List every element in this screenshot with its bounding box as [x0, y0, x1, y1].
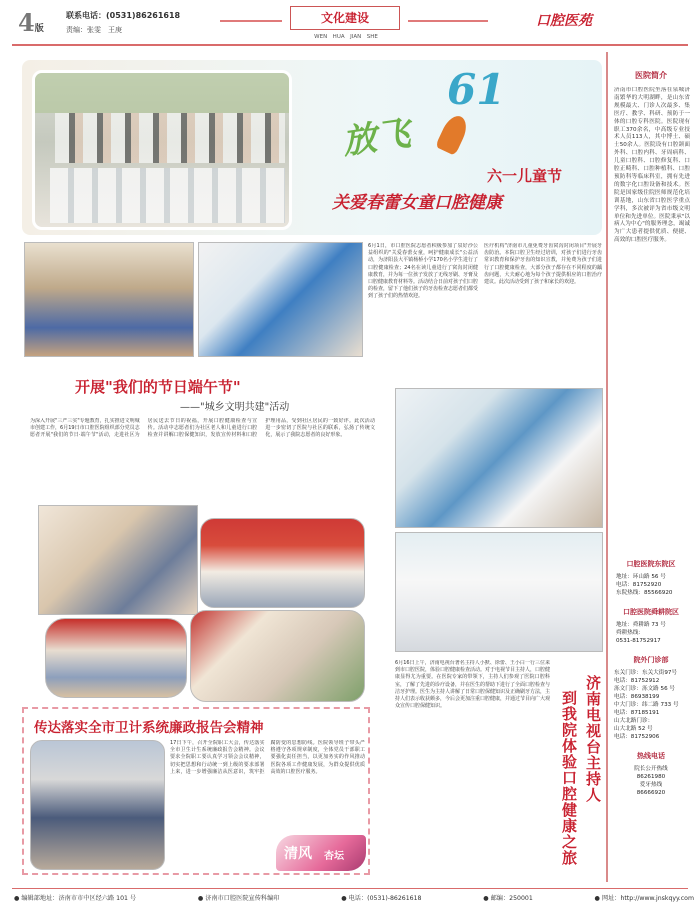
meeting-photo [30, 740, 165, 870]
hotline-title: 热线电话 [637, 752, 665, 760]
section-title-box [290, 6, 400, 30]
branch-east-address: 地址：环山路 56 号 [616, 574, 666, 580]
header-rule-right [408, 20, 488, 22]
lotus-logo-text-2: 杏坛 [324, 851, 344, 862]
list-item: 山大北路 52 号 [614, 726, 653, 732]
branch-shungeng-hotline: 0531-81752917 [616, 638, 661, 644]
footer-tel: ● 电话：(0531)-86261618 [341, 895, 422, 902]
article4-vertical-title-1: 济南电视台主持人 [584, 675, 602, 803]
community-photo-1 [38, 505, 198, 615]
branch-shungeng-address: 地址：舜耕路 73 号 [616, 622, 666, 628]
list-item: 86666920 [636, 790, 666, 796]
section-pinyin: WEN HUA JIAN SHE [314, 34, 378, 40]
hero-tagline: 六一儿童节 [487, 167, 563, 185]
footer-org: ● 济南市口腔医院宣传科编印 [197, 895, 280, 902]
branch-shungeng-hotline-label: 舜耕热线： [616, 630, 644, 636]
list-item: 院长公开热线 [634, 766, 668, 772]
hero-title: 关爱春蕾女童口腔健康 [332, 193, 502, 213]
sidebar-title: 医院简介 [635, 71, 667, 80]
host-group-photo [395, 532, 603, 652]
kid-figure [435, 112, 471, 156]
footer-rule [12, 888, 688, 889]
lotus-logo [276, 835, 366, 871]
fly-calligraphy: 放飞 [340, 113, 413, 163]
page-header [0, 0, 700, 44]
header-contact: 联系电话：(0531)86261618 [66, 11, 181, 20]
brand-name: 口腔医苑 [536, 13, 592, 29]
article3-body: 17日下午，召开全院职工大会，传达落实全市卫生计生系统廉政报告会精神。会议要求全院职工要认真学习领会会议精神，切实把思想和行动统一到上级的要求部署上来，进一步增强廉洁从医意识，筑牢拒腐防变的思想防线。医院领导班子带头严格遵守各项规章制度，全体党员干部职工要强化责任担当，以更加务实的作风推动医院各项工作健康发展，为群众提供优质高效的口腔医疗服务。 [170, 740, 365, 775]
list-item: 电话：81752912 [614, 678, 660, 684]
list-item: 泺文门诊：泺文路 56 号 [614, 686, 676, 692]
list-item: 东关门诊：东关大街97号 [614, 670, 678, 676]
header-editors: 责编：张雯 王庚 [66, 26, 122, 34]
footer-address: ● 编辑部地址：济南市市中区经六路 101 号 [14, 895, 137, 902]
article1-body: 6月1日，市口腔医院志愿者积极参加了泉好沙公益组织的"关爱春蕾女童，呵护健康成长"公益活动，为济阳县大平镇杨桥小学170名小学生进行了口腔健康检查；24名在读儿童进行了窝沟封闭健康教育，并为每一位孩子发放了无线牙刷、牙膏及口腔健康教育材料等。活动结合日前对孩子们口腔的检查，留下了他们孩子的牙齿检查志愿者们都受到了孩子们的热情欢迎。 [368, 243, 478, 300]
article2-body: 为深入开展"三严三实"专题教育，扎实推进文明城市创建工作，6月19日市口腔医院组织部分党员志愿者开展"我们的节日·端午节"活动，走进社区为居民送去节日的祝福，开展口腔健康检查与宣传。活动中志愿者们为社区老人和儿童进行口腔检查并讲解口腔保健知识，发放宣传材料和口腔护理用品，受到社区居民的一致好评。此次活动进一步密切了医院与社区的联系，弘扬了传统文化，展示了我院志愿者的良好形象。 [30, 418, 375, 439]
dental-checkup-photo [395, 388, 603, 528]
header-rule-left [220, 20, 282, 22]
community-photo-4 [190, 610, 365, 702]
lotus-logo-text: 清风 [284, 846, 312, 862]
branch-east-hotline: 东院热线：85566920 [616, 590, 673, 596]
classroom-photo [24, 242, 194, 357]
hotline-list [608, 765, 694, 797]
article2-title: 开展"我们的节日端午节" [75, 378, 241, 396]
article3-title: 传达落实全市卫计系统廉政报告会精神 [34, 720, 264, 736]
list-item: 电话：81752906 [614, 734, 660, 740]
list-item: 电话：86938199 [614, 694, 660, 700]
list-item: 中大门诊：纬二路 733 号 [614, 702, 679, 708]
header-divider [12, 44, 688, 46]
six-one-logo: 61 [447, 65, 506, 114]
dental-exam-photo [198, 242, 363, 357]
branch-east-title: 口腔医院东院区 [626, 560, 676, 568]
community-photo-2 [200, 518, 365, 608]
group-photo [32, 70, 292, 230]
footer-website[interactable]: ● 网址：http://www.jnskqyy.com [594, 895, 694, 902]
section-title: 文化建设 [320, 11, 369, 25]
list-item: 电话：87185191 [614, 710, 660, 716]
branch-east-tel: 电话：81752920 [616, 582, 662, 588]
clinic-list [614, 669, 694, 741]
sidebar [606, 52, 694, 882]
footer-postcode: ● 邮编：250001 [483, 895, 533, 902]
article4-vertical-title-2: 到我院体验口腔健康之旅 [560, 690, 578, 866]
hero-banner [22, 60, 602, 235]
page-number: 4版 [18, 8, 44, 37]
list-item: 山大北路门诊： [614, 718, 654, 724]
sidebar-intro: 济南市口腔医院坐落在泉城济南繁华的大明湖畔，是山东省规模最大、门诊人次最多、集医疗、教学、科研、预防于一体的口腔专科医院。医院现有职工370余名，中高级专业技术人员113人，其中博士、硕士50余人。医院设有口腔颌面外科、口腔内科、牙周病科、儿童口腔科、口腔修复科、口腔正畸科、口腔种植科、口腔预防科等临床科室，拥有先进的数字化口腔设备和技术。医院是国家级住院医师规范化培训基地，山东省口腔医学重点学科，多次被评为省市级文明单位和先进单位。医院秉承"以病人为中心"的服务理念，竭诚为广大患者提供优质、便捷、高效的口腔医疗服务。 [614, 87, 690, 244]
footer [14, 893, 694, 907]
list-item: 86261980 [636, 774, 666, 780]
article2-subtitle: ——"城乡文明共建"活动 [180, 402, 290, 413]
article4-body: 6月16日上午，济南电视台著名主持人小默、徐蕾、王小白一行三位来到市口腔医院，体验口腔健康检查活动。对于电视节目主持人，口腔健康显得尤为重要。在医院专家的带领下，主持人们参观了医院口腔科室，了解了先进的诊疗设备，并在医生的帮助下进行了全面口腔检查与洁牙护理。医生为主持人讲解了日常口腔保健知识及正确刷牙方法，主持人们表示收获颇多，今后会更加注重口腔健康，并通过节目向广大观众宣传口腔保健知识。 [395, 660, 550, 710]
clinics-title: 院外门诊部 [633, 656, 669, 664]
community-photo-3 [45, 618, 187, 698]
branch-shungeng-title: 口腔医院舜耕院区 [623, 608, 679, 616]
article1-body-2: 医疗机构"济南市儿童免费牙齿窝沟封闭项目"开展牙齿防治。本院口腔卫生经过培训，对孩子们进行牙齿常识教育和保护牙齿的知识宣教，并免费为孩子们进行了口腔健康检查，大部分孩子都存在不同程度的龋齿问题，大夫耐心地为每个孩子提供相应的口腔治疗建议。此次活动受到了孩子和家长的欢迎。 [484, 243, 602, 286]
list-item: 爱牙热线 [639, 782, 663, 788]
